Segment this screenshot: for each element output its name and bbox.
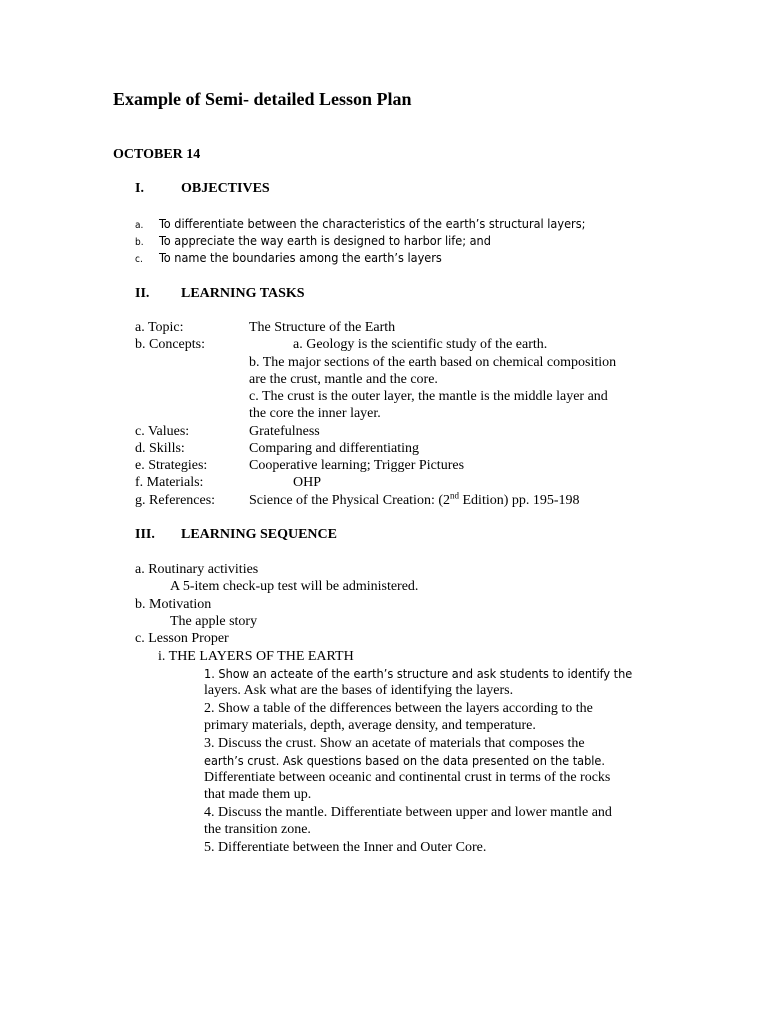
lesson-step-line: layers. Ask what are the bases of identifying the layers. (204, 683, 514, 698)
concept-c-line1: c. The crust is the outer layer, the mantle is the middle layer and (249, 389, 608, 404)
objective-item (135, 249, 442, 268)
strategies-label: e. Strategies: (135, 458, 208, 473)
lesson-step-line: 1. Show an acteate of the earth’s structure and ask students to identify the (204, 666, 633, 681)
concept-c-line2: the core the inner layer. (249, 406, 381, 421)
lesson-step-line: 5. Differentiate between the Inner and Outer Core. (204, 840, 487, 855)
lesson-proper-label: c. Lesson Proper (135, 631, 229, 646)
objective-marker: a. (135, 220, 144, 231)
references-text: Science of the Physical Creation: (2 (249, 493, 450, 508)
topic-label: a. Topic: (135, 320, 184, 335)
concept-a: a. Geology is the scientific study of the earth. (293, 337, 548, 352)
references-value (249, 492, 580, 509)
section-number-learning-sequence: III. (135, 527, 155, 542)
lesson-step-line: 4. Discuss the mantle. Differentiate between upper and lower mantle and (204, 805, 612, 820)
motivation-label: b. Motivation (135, 597, 212, 612)
values-label: c. Values: (135, 424, 190, 439)
objective-marker: c. (135, 254, 143, 265)
lesson-step-line: 2. Show a table of the differences between the layers according to the (204, 701, 593, 716)
objective-text: To differentiate between the characteristics of the earth’s structural layers; (159, 216, 586, 231)
objective-marker: b. (135, 237, 144, 248)
values-value: Gratefulness (249, 424, 320, 439)
skills-label: d. Skills: (135, 441, 185, 456)
section-number-learning-tasks: II. (135, 286, 150, 301)
materials-value: OHP (293, 475, 322, 490)
section-number-objectives: I. (135, 181, 144, 196)
references-text-end: Edition) pp. 195-198 (459, 493, 580, 508)
lesson-step-line: primary materials, depth, average density, and temperature. (204, 718, 536, 733)
lesson-step-line: that made them up. (204, 787, 312, 802)
motivation-detail: The apple story (170, 614, 258, 629)
objective-text: To name the boundaries among the earth’s layers (159, 250, 442, 265)
lesson-step-line: Differentiate between oceanic and continental crust in terms of the rocks (204, 770, 611, 785)
references-superscript: nd (450, 490, 459, 501)
section-heading-learning-sequence: LEARNING SEQUENCE (181, 527, 337, 542)
lesson-proper-subheading: i. THE LAYERS OF THE EARTH (158, 649, 354, 664)
section-heading-objectives: OBJECTIVES (181, 181, 270, 196)
concept-b-line2: are the crust, mantle and the core. (249, 372, 438, 387)
lesson-date: OCTOBER 14 (113, 147, 201, 162)
routinary-detail: A 5-item check-up test will be administered. (170, 579, 419, 594)
lesson-step-line: the transition zone. (204, 822, 311, 837)
strategies-value: Cooperative learning; Trigger Pictures (249, 458, 465, 473)
lesson-step-line: 3. Discuss the crust. Show an acetate of materials that composes the (204, 736, 585, 751)
concepts-label: b. Concepts: (135, 337, 205, 352)
topic-value: The Structure of the Earth (249, 320, 396, 335)
skills-value: Comparing and differentiating (249, 441, 420, 456)
document-title: Example of Semi- detailed Lesson Plan (113, 89, 412, 109)
objective-text: To appreciate the way earth is designed to harbor life; and (159, 233, 491, 248)
references-label: g. References: (135, 493, 216, 508)
lesson-step-line: earth’s crust. Ask questions based on the data presented on the table. (204, 753, 605, 768)
section-heading-learning-tasks: LEARNING TASKS (181, 286, 305, 301)
materials-label: f. Materials: (135, 475, 204, 490)
routinary-label: a. Routinary activities (135, 562, 259, 577)
concept-b-line1: b. The major sections of the earth based on chemical composition (249, 355, 617, 370)
